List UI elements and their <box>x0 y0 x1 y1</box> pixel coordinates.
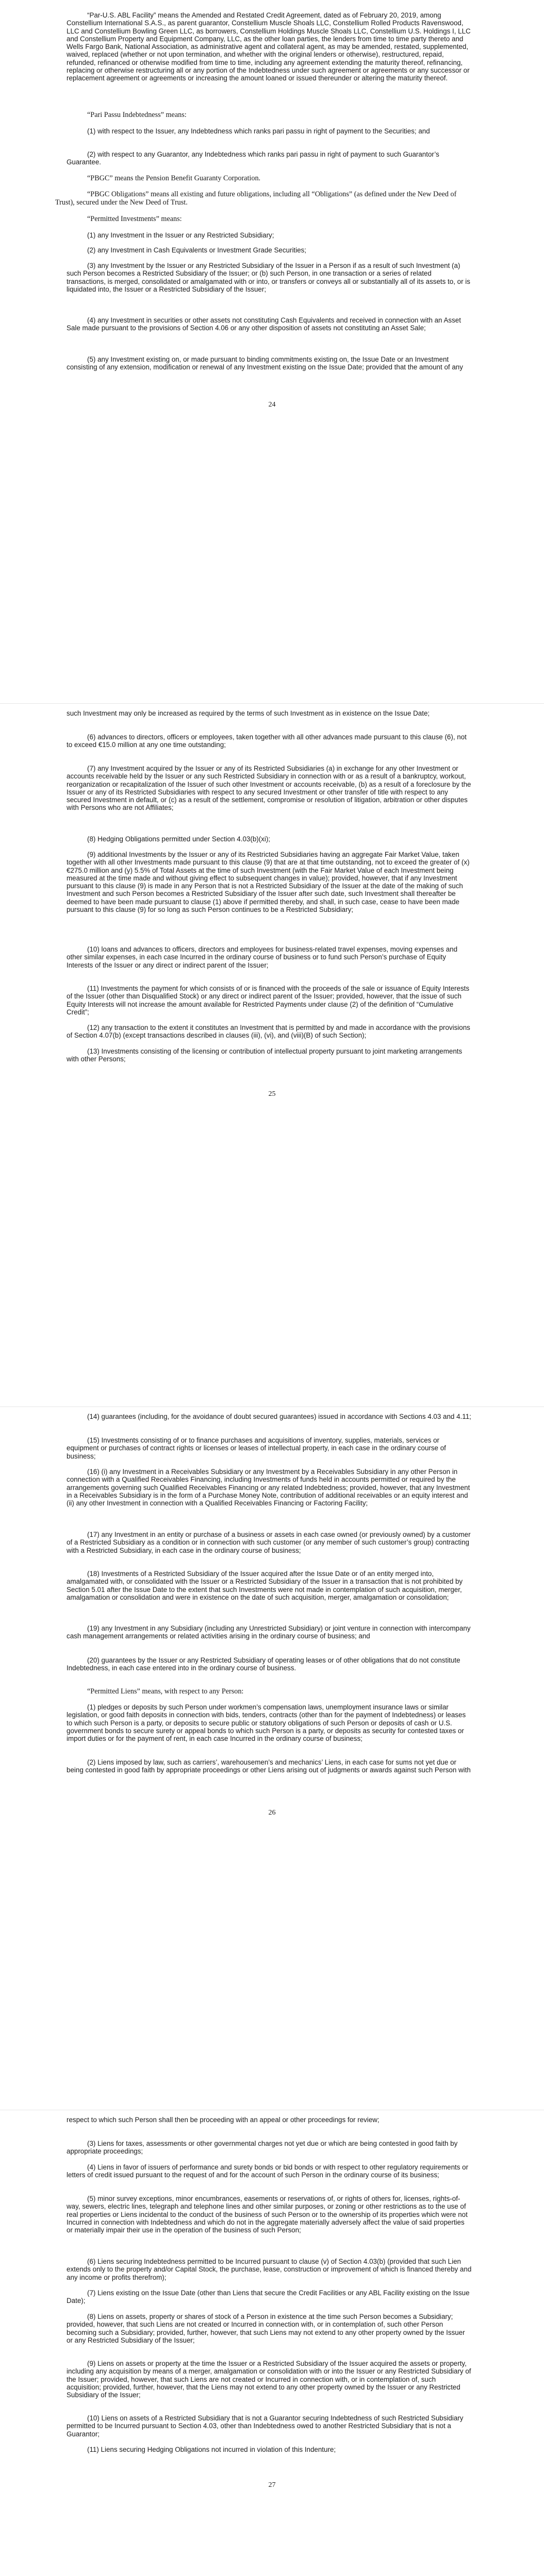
paragraph: “Permitted Investments” means: <box>87 215 182 223</box>
page-number: 26 <box>268 1809 276 1817</box>
page-26 <box>0 1407 544 2110</box>
paragraph: (1) with respect to the Issuer, any Indebtedness which ranks pari passu in right of payment to the Securities; and <box>87 127 430 135</box>
paragraph: (13) Investments consisting of the licensing or contribution of intellectual property pursuant to joint marketing arrangements with other Persons; <box>67 1047 463 1063</box>
paragraph: (1) any Investment in the Issuer or any Restricted Subsidiary; <box>87 231 274 239</box>
paragraph: (9) additional Investments by the Issuer or any of its Restricted Subsidiaries having an aggregate Fair Market Value, taken together with all other Investments made pursuant to this clause (9) that are at that time outstanding, not to exceed the greater of (x) €275.0 million and (y) 5.5% of Total Assets at the time of such Investment (with the Fair Market Value of each Investment being measured at the time made and without giving effect to subsequent changes in value); provided, however, that if any Investment pursuant to this clause (9) is made in any Person that is not a Restricted Subsidiary of the Issuer at the date of the making of such Investment and such Person becomes a Restricted Subsidiary of the Issuer after such date, such Investment shall thereafter be deemed to have been made pursuant to clause (1) above if permitted thereby, and shall, in such case, cease to have been made pursuant to this clause (9) for so long as such Person continues to be a Restricted Subsidiary; <box>67 851 470 914</box>
paragraph: “Pari Passu Indebtedness” means: <box>87 111 187 119</box>
paragraph: (5) any Investment existing on, or made pursuant to binding commitments existing on, the Issue Date or an Investment consisting of any extension, modification or renewal of any Investment existing on the Issue Date; provided that the amount of any <box>67 355 463 371</box>
paragraph: (8) Liens on assets, property or shares of stock of a Person in existence at the time such Person becomes a Subsidiary; provided, however, that such Liens are not created or Incurred in connection with, or in contemplation of, such other Person becoming such a Subsidiary; provided, further, however, that such Liens may not extend to any other property owned by the Issuer or any Restricted Subsidiary of the Issuer; <box>67 2313 465 2344</box>
page-number: 24 <box>268 401 276 409</box>
paragraph: (20) guarantees by the Issuer or any Restricted Subsidiary of operating leases or of other obligations that do not constitute Indebtedness, in each case entered into in the ordinary course of business. <box>67 1656 460 1672</box>
page-number: 27 <box>268 2481 276 2489</box>
paragraph: (1) pledges or deposits by such Person under workmen’s compensation laws, unemployment insurance laws or similar legislation, or good faith deposits in connection with bids, tenders, contracts (other than for the payment of Indebtedness) or leases to which such Person is a party, or deposits to secure public or statutory obligations of such Person or deposits of cash or U.S. government bonds to secure surety or appeal bonds to which such Person is a party, or deposits as security for contested taxes or import duties or for the payment of rent, in each case Incurred in the ordinary course of business; <box>67 1703 466 1743</box>
paragraph: (11) Investments the payment for which consists of or is financed with the proceeds of the sale or issuance of Equity Interests of the Issuer (other than Disqualified Stock) or any direct or indirect parent of the Issuer; provided, however, that the issue of such Equity Interests will not increase the amount available for Restricted Payments under clause (2) of the definition of “Cumulative Credit”; <box>67 985 470 1016</box>
paragraph: (17) any Investment in an entity or purchase of a business or assets in each case owned (or previously owned) by a customer of a Restricted Subsidiary as a condition or in connection with such customer (or any member of such customer’s group) contracting with a Restricted Subsidiary, in each case in the ordinary course of business; <box>67 1531 471 1554</box>
paragraph: (10) Liens on assets of a Restricted Subsidiary that is not a Guarantor securing Indebtedness of such Restricted Subsidiary permitted to be Incurred pursuant to Section 4.03, other than Indebtedness owed to another Restricted Subsidiary that is not a Guarantor; <box>67 2414 464 2438</box>
paragraph: such Investment may only be increased as required by the terms of such Investment as in existence on the Issue Date; <box>67 709 430 717</box>
paragraph: (9) Liens on assets or property at the time the Issuer or a Restricted Subsidiary of the Issuer acquired the assets or property, including any acquisition by means of a merger, amalgamation or consolidation with or into the Issuer or any Restricted Subsidiary of the Issuer; provided, however, that such Liens are not created or Incurred in connection with, or in contemplation of, such acquisition; provided, further, however, that the Liens may not extend to any other property owned by the Issuer or any Restricted Subsidiary of the Issuer; <box>67 2360 471 2399</box>
paragraph: (15) Investments consisting of or to finance purchases and acquisitions of inventory, supplies, materials, services or equipment or purchases of contract rights or licenses or leases of intellectual property, in each case in the ordinary course of business; <box>67 1436 446 1460</box>
paragraph: (3) any Investment by the Issuer or any Restricted Subsidiary of the Issuer in a Person if as a result of such Investment (a) such Person becomes a Restricted Subsidiary of the Issuer; or (b) such Person, in one transaction or a series of related transactions, is merged, consolidated or amalgamated with or into, or transfers or conveys all or substantially all of its assets to, or is liquidated into, the Issuer or a Restricted Subsidiary of the Issuer; <box>67 262 470 293</box>
paragraph: (12) any transaction to the extent it constitutes an Investment that is permitted by and made in accordance with the provisions of Section 4.07(b) (except transactions described in clauses (iii), (vi), and (viii)(B) of such Section); <box>67 1024 470 1040</box>
paragraph: (2) with respect to any Guarantor, any Indebtedness which ranks pari passu in right of payment to such Guarantor’s Guarantee. <box>67 150 439 166</box>
paragraph: “Permitted Liens” means, with respect to any Person: <box>87 1687 244 1696</box>
paragraph: “PBGC Obligations” means all existing and future obligations, including all “Obligations” (as defined under the New Deed of Trust), secured under the New Deed of Trust. <box>55 190 457 207</box>
paragraph: (19) any Investment in any Subsidiary (including any Unrestricted Subsidiary) or joint venture in connection with intercompany cash management arrangements or related activities arising in the ordinary course of business; and <box>67 1624 471 1640</box>
page-27 <box>0 2110 544 2576</box>
paragraph: (18) Investments of a Restricted Subsidiary of the Issuer acquired after the Issue Date or of an entity merged into, amalgamated with, or consolidated with the Issuer or a Restricted Subsidiary of the Issuer in a transaction that is not prohibited by Section 5.01 after the Issue Date to the extent that such Investments were not made in contemplation of such acquisition, merger, amalgamation or consolidation and were in existence on the date of such acquisition, merger, amalgamation or consolidation; <box>67 1570 463 1601</box>
page-number: 25 <box>268 1090 276 1098</box>
paragraph: (4) Liens in favor of issuers of performance and surety bonds or bid bonds or with respect to other regulatory requirements or letters of credit issued pursuant to the request of and for the account of such Person in the ordinary course of its business; <box>67 2163 469 2179</box>
paragraph: “Par-U.S. ABL Facility” means the Amended and Restated Credit Agreement, dated as of February 20, 2019, among Constellium International S.A.S., as parent guarantor, Constellium Muscle Shoals LLC, Constellium Rolled Products Ravenswood, LLC and Constellium Bowling Green LLC, as borrowers, Constellium Holdings Muscle Shoals LLC, Constellium U.S. Holdings I, LLC and Constellium Property and Equipment Company, LLC, as the other loan parties, the lenders from time to time party thereto and Wells Fargo Bank, National Association, as administrative agent and collateral agent, as may be amended, restated, supplemented, waived, replaced (whether or not upon termination, and whether with the original lenders or otherwise), restructured, repaid, refunded, refinanced or otherwise modified from time to time, including any agreement extending the maturity thereof, refinancing, replacing or otherwise restructuring all or any portion of the Indebtedness under such agreement or agreements or any successor or replacement agreement or agreements or increasing the amount loaned or issued thereunder or altering the maturity thereof. <box>67 11 471 82</box>
paragraph: respect to which such Person shall then be proceeding with an appeal or other proceedings for review; <box>67 2116 380 2124</box>
paragraph: (14) guarantees (including, for the avoidance of doubt secured guarantees) issued in accordance with Sections 4.03 and 4.11; <box>87 1413 471 1420</box>
page-24 <box>0 0 544 703</box>
paragraph: (10) loans and advances to officers, directors and employees for business-related travel expenses, moving expenses and other similar expenses, in each case Incurred in the ordinary course of business or to fund such Person’s purchase of Equity Interests of the Issuer or any direct or indirect parent of the Issuer; <box>67 945 458 969</box>
paragraph: (6) Liens securing Indebtedness permitted to be Incurred pursuant to clause (v) of Section 4.03(b) (provided that such Lien extends only to the property and/or Capital Stock, the purchase, lease, construction or improvement of which is financed thereby and any income or profits therefrom); <box>67 2258 472 2281</box>
paragraph: (2) Liens imposed by law, such as carriers’, warehousemen’s and mechanics’ Liens, in each case for sums not yet due or being contested in good faith by appropriate proceedings or other Liens arising out of judgments or awards against such Person with <box>67 1758 471 1774</box>
paragraph: (16) (i) any Investment in a Receivables Subsidiary or any Investment by a Receivables Subsidiary in any other Person in connection with a Qualified Receivables Financing, including Investments of funds held in accounts permitted or required by the arrangements governing such Qualified Receivables Financing or any related Indebtedness; provided, however, that any Investment in a Receivables Subsidiary is in the form of a Purchase Money Note, contribution of additional receivables or an equity interest and (ii) any other Investment in connection with a Qualified Receivables Financing or Factoring Facility; <box>67 1468 470 1507</box>
paragraph: (6) advances to directors, officers or employees, taken together with all other advances made pursuant to this clause (6), not to exceed €15.0 million at any one time outstanding; <box>67 733 467 749</box>
paragraph: (7) any Investment acquired by the Issuer or any of its Restricted Subsidiaries (a) in exchange for any other Investment or accounts receivable held by the Issuer or any such Restricted Subsidiary in connection with or as a result of a bankruptcy, workout, reorganization or recapitalization of the Issuer of such other Investment or accounts receivable, (b) as a result of a foreclosure by the Issuer or any of its Restricted Subsidiaries with respect to any secured Investment or other transfer of title with respect to any secured Investment in default, or (c) as a result of the settlement, compromise or resolution of litigation, arbitration or other disputes with Persons who are not Affiliates; <box>67 765 471 812</box>
paragraph: (4) any Investment in securities or other assets not constituting Cash Equivalents and received in connection with an Asset Sale made pursuant to the provisions of Section 4.06 or any other disposition of assets not constituting an Asset Sale; <box>67 316 461 332</box>
paragraph: (11) Liens securing Hedging Obligations not incurred in violation of this Indenture; <box>87 2446 336 2453</box>
paragraph: (7) Liens existing on the Issue Date (other than Liens that secure the Credit Facilities or any ABL Facility existing on the Issue Date); <box>67 2289 470 2305</box>
paragraph: “PBGC” means the Pension Benefit Guaranty Corporation. <box>87 174 261 182</box>
paragraph: (3) Liens for taxes, assessments or other governmental charges not yet due or which are being contested in good faith by appropriate proceedings; <box>67 2140 458 2156</box>
paragraph: (5) minor survey exceptions, minor encumbrances, easements or reservations of, or rights of others for, licenses, rights-of-way, sewers, electric lines, telegraph and telephone lines and other similar purposes, or zoning or other restrictions as to the use of real properties or Liens incidental to the conduct of the business of such Person or to the ownership of its properties which were not Incurred in connection with Indebtedness and which do not in the aggregate materially adversely affect the value of said properties or materially impair their use in the operation of the business of such Person; <box>67 2195 468 2234</box>
paragraph: (2) any Investment in Cash Equivalents or Investment Grade Securities; <box>87 246 306 254</box>
page-25 <box>0 704 544 1407</box>
paragraph: (8) Hedging Obligations permitted under Section 4.03(b)(xi); <box>87 835 271 843</box>
